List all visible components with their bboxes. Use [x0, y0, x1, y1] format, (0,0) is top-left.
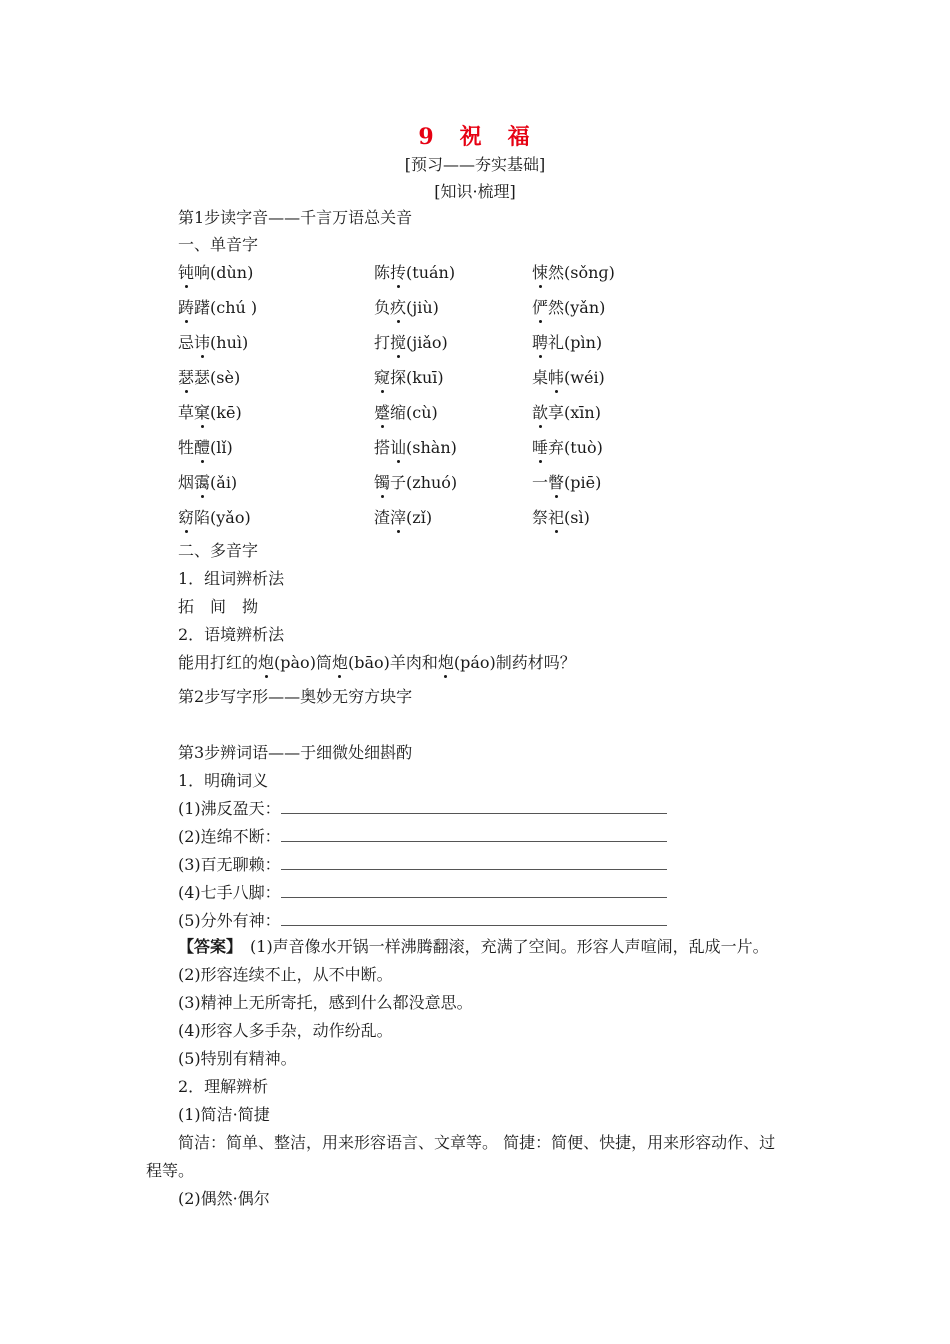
emphasized-char: 窈 — [178, 508, 195, 527]
emphasized-char: 瞥 — [548, 473, 565, 492]
grid-cell — [532, 508, 590, 528]
grid-cell — [374, 298, 439, 318]
emphasized-char: 踌 — [178, 298, 195, 317]
entry-rest: 然(sǒnɡ) — [548, 263, 615, 282]
entry-rest: 然(yǎn) — [548, 298, 606, 317]
pinyin-entry — [178, 298, 257, 317]
grid-cell — [532, 438, 603, 458]
entry-prefix: 渣 — [374, 508, 391, 527]
answer-line-3: (3)精神上无所寄托，感到什么都没意思。 — [178, 993, 473, 1012]
pinyin-entry — [178, 263, 253, 282]
emphasized-char: 唾 — [532, 438, 549, 457]
entry-rest: (páo)制药材吗？ — [453, 653, 576, 672]
entry-rest: (bāo)羊肉和 — [347, 653, 438, 672]
entry-rest: (piē) — [564, 473, 602, 492]
pair1-title: (1)简洁·简捷 — [178, 1105, 270, 1124]
pinyin-entry — [532, 473, 601, 492]
entry-rest: (lǐ) — [210, 438, 233, 457]
answer-tag: 【答案】 — [178, 937, 235, 956]
pair1-line-1: 简洁：简单、整洁，用来形容语言、文章等。 简捷：简便、快捷，用来形容动作、过 — [178, 1133, 776, 1152]
pinyin-entry — [532, 403, 601, 422]
answer-blank[interactable] — [281, 883, 667, 898]
entry-rest: (shàn) — [406, 438, 457, 457]
grid-cell — [532, 368, 605, 388]
multi-heading: 二、多音字 — [178, 541, 259, 560]
grid-cell — [178, 333, 248, 353]
context-sentence — [178, 653, 576, 673]
pinyin-entry — [532, 508, 590, 527]
pinyin-entry — [374, 403, 438, 422]
emphasized-char: 俨 — [532, 298, 549, 317]
term-label: (2)连绵不断： — [178, 827, 281, 846]
emphasized-char: 镯 — [374, 473, 391, 492]
grid-cell — [178, 368, 240, 388]
answer-line-4: (4)形容人多手杂，动作纷乱。 — [178, 1021, 393, 1040]
emphasized-char: 窠 — [194, 403, 211, 422]
pinyin-entry — [532, 438, 603, 457]
entry-prefix: 忌 — [178, 333, 195, 352]
emphasized-char: 炮 — [331, 653, 348, 672]
answer-line-2: (2)形容连续不止，从不中断。 — [178, 965, 393, 984]
term-label: (1)沸反盈天： — [178, 799, 281, 818]
pinyin-entry — [374, 508, 432, 527]
clear-meaning-heading: 1．明确词义 — [178, 771, 269, 790]
grid-cell — [532, 333, 602, 353]
entry-prefix: 牲 — [178, 438, 195, 457]
entry-prefix: 祭 — [532, 508, 549, 527]
entry-rest: (jiù) — [406, 298, 439, 317]
emphasized-char: 瑟 — [178, 368, 195, 387]
entry-rest: 躇(chú ) — [194, 298, 258, 317]
emphasized-char: 窥 — [374, 368, 391, 387]
single-heading: 一、单音字 — [178, 235, 259, 254]
entry-rest: 探(kuī) — [390, 368, 444, 387]
grid-cell — [178, 508, 251, 528]
pinyin-entry — [374, 298, 439, 317]
grid-cell — [374, 438, 457, 458]
emphasized-char: 炮 — [437, 653, 454, 672]
pinyin-entry — [374, 438, 457, 457]
emphasized-char: 歆 — [532, 403, 549, 422]
entry-prefix: 烟 — [178, 473, 195, 492]
pinyin-entry — [178, 508, 251, 527]
entry-prefix: 陈 — [374, 263, 391, 282]
emphasized-char: 抟 — [390, 263, 407, 282]
answer-line-5: (5)特别有精神。 — [178, 1049, 297, 1068]
grid-cell — [374, 263, 455, 283]
emphasized-char: 钝 — [178, 263, 195, 282]
entry-rest: 缩(cù) — [390, 403, 438, 422]
emphasized-char: 悚 — [532, 263, 549, 282]
entry-prefix: 能用打红的 — [178, 653, 259, 672]
pinyin-entry — [178, 368, 240, 387]
entry-rest: (zǐ) — [406, 508, 433, 527]
emphasized-char: 蹙 — [374, 403, 391, 422]
emphasized-char: 讳 — [194, 333, 211, 352]
pair2-title: (2)偶然·偶尔 — [178, 1189, 270, 1208]
method1-chars: 拓 间 拗 — [178, 597, 259, 616]
entry-rest: 子(zhuó) — [390, 473, 458, 492]
term-item — [178, 911, 667, 931]
term-label: (4)七手八脚： — [178, 883, 281, 902]
entry-rest: 弃(tuò) — [548, 438, 603, 457]
grid-cell — [374, 368, 444, 388]
emphasized-char: 祀 — [548, 508, 565, 527]
entry-prefix: 草 — [178, 403, 195, 422]
entry-prefix: 负 — [374, 298, 391, 317]
pinyin-entry — [438, 653, 576, 672]
grid-cell — [178, 403, 242, 423]
pinyin-entry — [374, 263, 455, 282]
entry-prefix: 搭 — [374, 438, 391, 457]
term-item — [178, 827, 667, 847]
term-label: (5)分外有神： — [178, 911, 281, 930]
entry-prefix: 桌 — [532, 368, 549, 387]
method2-heading: 2．语境辨析法 — [178, 625, 285, 644]
step2-heading: 第2步写字形——奥妙无穷方块字 — [178, 687, 413, 706]
grid-cell — [374, 508, 432, 528]
entry-rest: (huì) — [210, 333, 249, 352]
grid-cell — [374, 403, 438, 423]
entry-prefix: 打 — [374, 333, 391, 352]
pinyin-entry — [178, 403, 242, 422]
grid-cell — [374, 473, 457, 493]
grid-cell — [178, 263, 253, 283]
emphasized-char: 醴 — [194, 438, 211, 457]
pinyin-entry — [532, 368, 605, 387]
emphasized-char: 霭 — [194, 473, 211, 492]
page-title: 9 祝 福 — [418, 124, 532, 150]
understand-heading: 2．理解辨析 — [178, 1077, 269, 1096]
entry-rest: (sì) — [564, 508, 590, 527]
pinyin-entry — [532, 333, 602, 352]
entry-rest: 享(xīn) — [548, 403, 601, 422]
emphasized-char: 滓 — [390, 508, 407, 527]
answer-line-1 — [178, 937, 769, 957]
pinyin-entry — [178, 438, 233, 457]
method1-heading: 1．组词辨析法 — [178, 569, 285, 588]
grid-cell — [178, 473, 237, 493]
grid-cell — [532, 263, 615, 283]
step3-heading: 第3步辨词语——于细微处细斟酌 — [178, 743, 413, 762]
grid-cell — [532, 473, 601, 493]
emphasized-char: 疚 — [390, 298, 407, 317]
entry-prefix: 一 — [532, 473, 549, 492]
pinyin-entry — [374, 473, 457, 492]
grid-cell — [178, 438, 233, 458]
grid-cell — [532, 298, 605, 318]
pinyin-entry — [178, 473, 237, 492]
answer-blank[interactable] — [281, 855, 667, 870]
pinyin-entry — [374, 368, 444, 387]
emphasized-char: 帏 — [548, 368, 565, 387]
pinyin-entry — [178, 653, 332, 672]
emphasized-char: 搅 — [390, 333, 407, 352]
grid-cell — [178, 298, 257, 318]
answer-blank[interactable] — [281, 911, 667, 926]
entry-rest: 陷(yǎo) — [194, 508, 251, 527]
entry-rest: (ǎi) — [210, 473, 238, 492]
step1-heading: 第1步读字音——千言万语总关音 — [178, 208, 413, 227]
entry-rest: (jiǎo) — [406, 333, 448, 352]
term-item — [178, 883, 667, 903]
term-label: (3)百无聊赖： — [178, 855, 281, 874]
emphasized-char: 聘 — [532, 333, 549, 352]
grid-cell — [532, 403, 601, 423]
term-item — [178, 799, 667, 819]
section-subtitle: [预习——夯实基础] — [404, 155, 546, 174]
pinyin-entry — [532, 263, 615, 282]
entry-rest: (wéi) — [564, 368, 605, 387]
answer-text: (1)声音像水开锅一样沸腾翻滚，充满了空间。形容人声喧闹，乱成一片。 — [234, 937, 769, 956]
answer-blank[interactable] — [281, 827, 667, 842]
entry-rest: (pào)筒 — [274, 653, 332, 672]
pinyin-entry — [178, 333, 248, 352]
pinyin-entry — [532, 298, 605, 317]
grid-cell — [374, 333, 448, 353]
entry-rest: 响(dùn) — [194, 263, 254, 282]
emphasized-char: 讪 — [390, 438, 407, 457]
section-subtitle-2: [知识·梳理] — [434, 182, 516, 201]
pinyin-entry — [374, 333, 448, 352]
entry-rest: (kē) — [210, 403, 242, 422]
answer-blank[interactable] — [281, 799, 667, 814]
pinyin-entry — [332, 653, 438, 672]
pair1-line-2: 程等。 — [146, 1161, 195, 1180]
entry-rest: 瑟(sè) — [194, 368, 241, 387]
entry-rest: 礼(pìn) — [548, 333, 603, 352]
emphasized-char: 炮 — [258, 653, 275, 672]
term-item — [178, 855, 667, 875]
entry-rest: (tuán) — [406, 263, 456, 282]
